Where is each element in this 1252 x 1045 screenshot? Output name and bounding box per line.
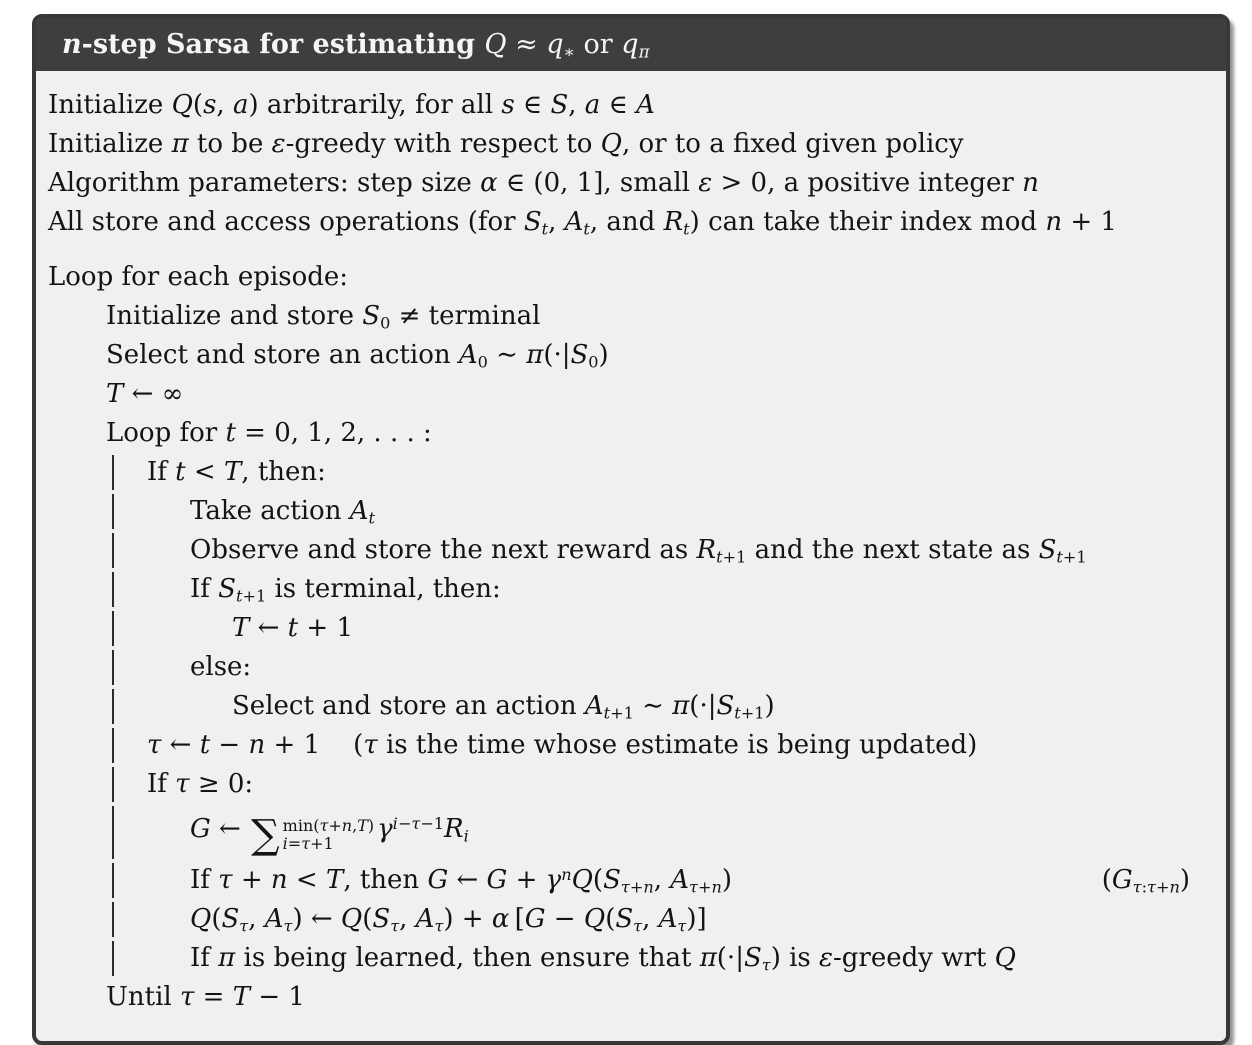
loop-scope-bar	[112, 572, 114, 607]
line-text: T ← ∞	[106, 379, 184, 409]
loop-scope-bar	[112, 728, 114, 763]
algorithm-line	[48, 86, 1214, 125]
algorithm-line	[48, 765, 1214, 804]
loop-scope-bar	[112, 902, 114, 937]
line-text: Select and store an action $A_{t+1}$ ∼ $\pi(\cdot|S_{t+1})$	[232, 691, 775, 723]
loop-scope-bar	[112, 611, 114, 646]
line-text: Algorithm parameters: step size α ∈ (0, 1], small ε > 0, a positive integer n	[48, 168, 1039, 198]
algorithm-line	[48, 453, 1214, 492]
loop-scope-bar	[112, 533, 114, 568]
line-text: Take action $A_t$	[190, 496, 375, 528]
line-text: If τ ≥ 0:	[147, 769, 254, 799]
algorithm-box	[32, 14, 1230, 1045]
line-text: If $S_{t+1}$ is terminal, then:	[190, 574, 501, 606]
algorithm-line	[48, 164, 1214, 203]
line-text: Until τ = T − 1	[106, 981, 305, 1012]
algorithm-lines	[48, 86, 1214, 1017]
algorithm-title-bar	[36, 18, 1226, 71]
algorithm-line	[48, 203, 1214, 242]
algorithm-line	[48, 492, 1214, 531]
algorithm-line	[48, 125, 1214, 164]
algorithm-line	[48, 978, 1214, 1017]
line-text: Observe and store the next reward as $R_{t+1}$ and the next state as $S_{t+1}$	[190, 535, 1087, 567]
algorithm-line	[48, 726, 1214, 765]
algorithm-line	[48, 297, 1214, 336]
algorithm-line	[48, 258, 1214, 297]
algorithm-line	[48, 336, 1214, 375]
line-text: If τ + n < T, then G ← $G + \gamma^nQ(S_{\tau+n}$, $A_{\tau+n}$)	[190, 864, 732, 897]
line-text: All store and access operations (for $S_t$, $A_t$, and $R_t$) can take their index mod n + 1	[48, 207, 1117, 239]
algorithm-line	[48, 804, 1214, 861]
algorithm-body	[36, 71, 1226, 1041]
line-text: T ← t + 1	[232, 613, 353, 643]
algorithm-line	[48, 609, 1214, 648]
line-text: $Q(S_\tau$, $A_\tau$) ← $Q(S_\tau$, $A_\tau) + \alpha$ [$G - Q(S_\tau$, $A_\tau$)]	[190, 903, 707, 936]
line-text: else:	[190, 652, 252, 682]
blank-line	[48, 242, 1214, 258]
loop-scope-bar	[112, 941, 114, 976]
line-text: Loop for each episode:	[48, 262, 349, 292]
line-text: τ ← t − n + 1 (τ is the time whose estimate is being updated)	[147, 730, 978, 760]
line-text: Select and store an action $A_0$ ∼ $\pi(\cdot|S_0)$	[106, 340, 609, 372]
line-text: Initialize and store $S_0$ ≠ terminal	[106, 301, 541, 333]
loop-scope-bar	[112, 650, 114, 685]
algorithm-line	[48, 687, 1214, 726]
loop-scope-bar	[112, 455, 114, 490]
algorithm-title: n-step Sarsa for estimating $Q \approx q_∗$ or $q_\pi$	[62, 29, 650, 62]
algorithm-line	[48, 900, 1214, 939]
line-text: Loop for t = 0, 1, 2, . . . :	[106, 418, 432, 448]
algorithm-line	[48, 648, 1214, 687]
line-text: Initialize Q(s, a) arbitrarily, for all s ∈ S, a ∈ A	[48, 90, 655, 120]
loop-scope-bar	[112, 863, 114, 898]
algorithm-line	[48, 375, 1214, 414]
loop-scope-bar	[112, 767, 114, 802]
algorithm-line	[48, 939, 1214, 978]
algorithm-line	[48, 570, 1214, 609]
line-text: Initialize π to be ε-greedy with respect to Q, or to a fixed given policy	[48, 129, 964, 159]
algorithm-line	[48, 861, 1214, 900]
loop-scope-bar	[112, 494, 114, 529]
line-text: G ← ∑ min(τ+n,T) i=τ+1 $\gamma^{i-\tau-1}R_i$	[190, 811, 469, 858]
algorithm-line	[48, 414, 1214, 453]
algorithm-line	[48, 531, 1214, 570]
loop-scope-bar	[112, 806, 114, 859]
equation-tag: $(G_{\tau:\tau+n})$	[1101, 864, 1190, 897]
loop-scope-bar	[112, 689, 114, 724]
line-text: If t < T, then:	[147, 457, 326, 487]
line-text: If π is being learned, then ensure that $\pi(\cdot|S_\tau)$ is ε-greedy wrt Q	[190, 942, 1016, 975]
